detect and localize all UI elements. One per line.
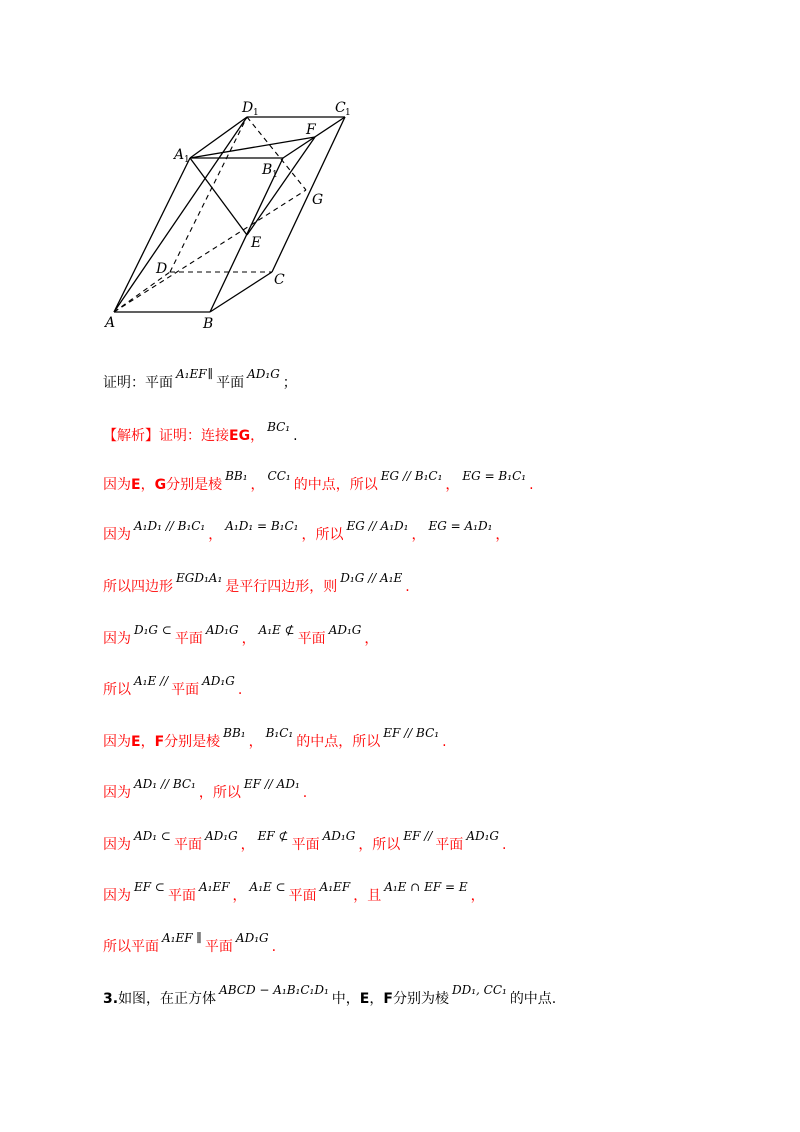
- solution-line-2: 因为E，G分别是棱BB₁，CC₁的中点，所以EG // B₁C₁，EG = B₁C₁.: [103, 469, 534, 493]
- solution-line-1: 【解析】证明：连接EG，BC₁.: [103, 420, 298, 444]
- solution-line-9: 因为AD₁ ⊂平面AD₁G，EF ⊄平面AD₁G，所以EF //平面AD₁G.: [103, 829, 507, 853]
- problem-3: 3.如图，在正方体ABCD − A₁B₁C₁D₁中，E，F分别为棱DD₁, CC₁的中点.: [103, 983, 557, 1007]
- svg-text:1: 1: [272, 170, 278, 180]
- svg-text:1: 1: [345, 108, 351, 118]
- label-d1: D: [242, 100, 254, 116]
- label-d: D: [156, 261, 168, 277]
- label-b1: B: [262, 162, 273, 178]
- label-c1: C: [335, 100, 346, 116]
- label-c: C: [274, 272, 285, 288]
- label-g: G: [312, 192, 324, 208]
- parallelepiped-diagram: [95, 95, 355, 335]
- hidden-edge-ad: [114, 272, 170, 312]
- solution-line-11: 所以平面A₁EF ∥平面AD₁G.: [103, 931, 277, 955]
- solution-line-4: 所以四边形EGD₁A₁是平行四边形，则D₁G // A₁E.: [103, 571, 410, 595]
- edge-ef: [247, 137, 315, 235]
- solution-line-5: 因为D₁G ⊂平面AD₁G，A₁E ⊄平面AD₁G，: [103, 623, 379, 647]
- label-a: A: [105, 315, 116, 331]
- hidden-edge-ag: [114, 190, 306, 312]
- analysis-tag: 【解析】: [103, 428, 159, 444]
- edge-a1d1: [190, 117, 247, 158]
- problem-number: 3.: [103, 991, 119, 1007]
- edge-a1f: [190, 137, 315, 158]
- edge-c1c: [272, 117, 345, 272]
- solution-line-10: 因为EF ⊂平面A₁EF，A₁E ⊂平面A₁EF，且A₁E ∩ EF = E，: [103, 880, 485, 904]
- solution-line-7: 因为E，F分别是棱BB₁，B₁C₁的中点，所以EF // BC₁.: [103, 726, 447, 750]
- hidden-edge-dd1: [170, 117, 247, 272]
- geometry-figure: [95, 95, 355, 335]
- label-a1: A: [174, 147, 185, 163]
- solution-line-3: 因为A₁D₁ // B₁C₁，A₁D₁ = B₁C₁，所以EG // A₁D₁，EG = A₁D₁，: [103, 519, 510, 543]
- solution-line-8: 因为AD₁ // BC₁，所以EF // AD₁.: [103, 777, 308, 801]
- svg-text:1: 1: [253, 108, 259, 118]
- label-f: F: [306, 122, 316, 138]
- edge-a1a: [114, 158, 190, 312]
- proof-statement: 证明：平面A₁EF∥平面AD₁G；: [103, 367, 297, 391]
- label-b: B: [203, 316, 214, 332]
- solution-line-6: 所以A₁E //平面AD₁G.: [103, 674, 243, 698]
- svg-text:1: 1: [184, 155, 190, 165]
- label-e: E: [251, 235, 262, 251]
- edge-a1e: [190, 158, 247, 235]
